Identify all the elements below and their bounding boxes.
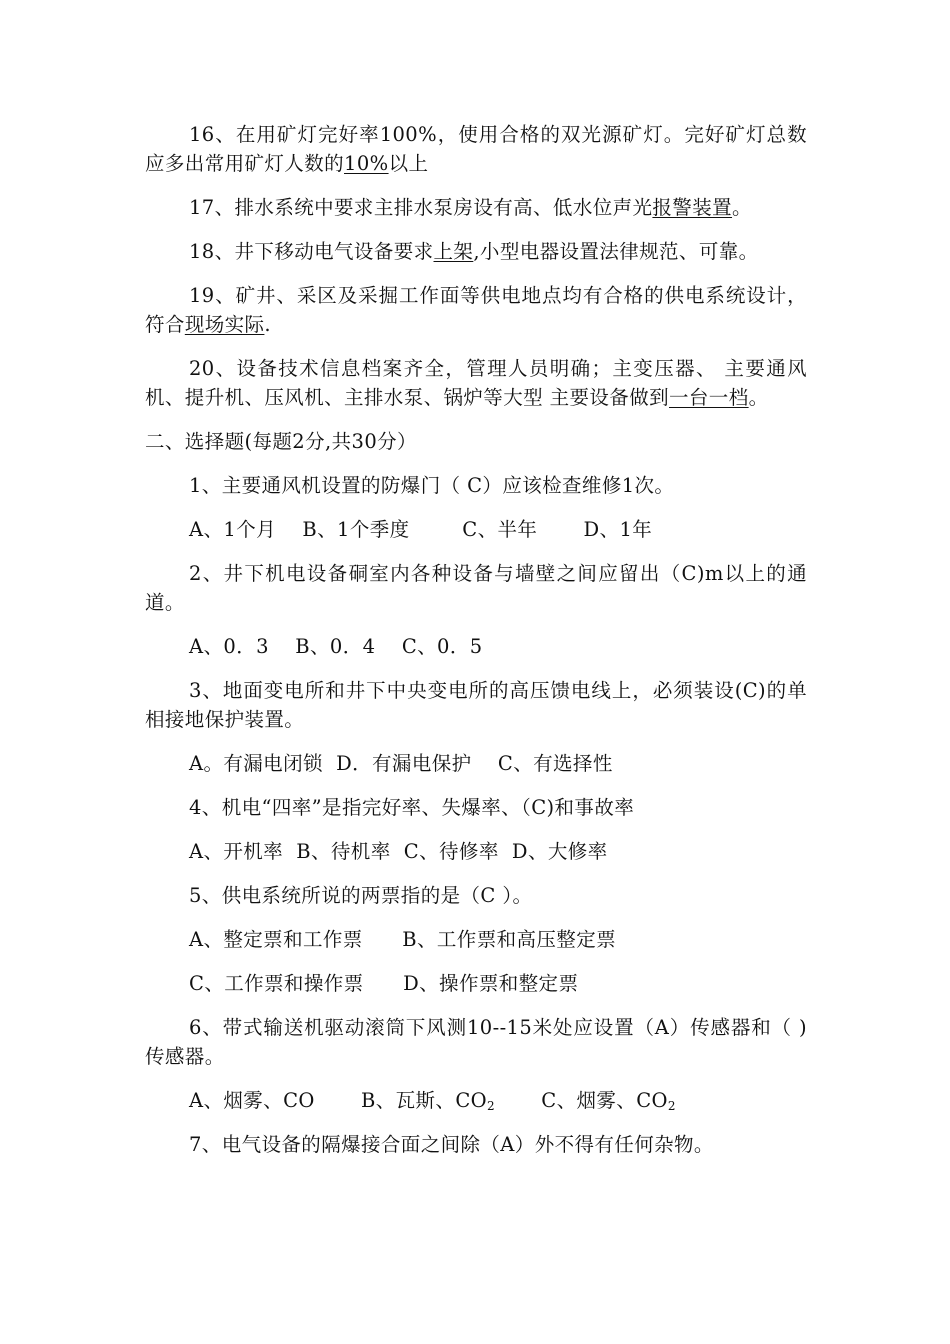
fill-answer: 现场实际 [184, 313, 265, 336]
fill-answer: 一台一档 [669, 386, 749, 409]
choice-question-3: 3、地面变电所和井下中央变电所的高压馈电线上，必须装设(C)的单相接地保护装置。 [145, 679, 807, 731]
fill-item-18: 18、井下移动电气设备要求上架,小型电器设置法律规范、可靠。 [189, 240, 759, 263]
section-heading-choice: 二、选择题(每题2分,共30分） [145, 430, 417, 453]
choice-options-6: A、烟雾、CO B、瓦斯、$CO_2$ C、烟雾、$CO_2$ [189, 1089, 676, 1113]
choice-options-3: A。有漏电闭锁 D．有漏电保护 C、有选择性 [189, 752, 613, 775]
document-body [145, 120, 807, 1174]
choice-question-5: 5、供电系统所说的两票指的是（C ）。 [189, 884, 533, 907]
choice-question-2: 2、井下机电设备硐室内各种设备与墙壁之间应留出（C)m以上的通道。 [145, 562, 807, 614]
choice-question-7: 7、电气设备的隔爆接合面之间除（A）外不得有任何杂物。 [189, 1133, 714, 1156]
choice-options-5-line1: A、整定票和工作票 B、工作票和高压整定票 [189, 928, 617, 951]
choice-options-2: A、0．3 B、0．4 C、0．5 [189, 635, 483, 658]
choice-options-5-line2: C、工作票和操作票 D、操作票和整定票 [189, 972, 579, 995]
choice-question-6: 6、带式输送机驱动滚筒下风测10--15米处应设置（A）传感器和（ )传感器。 [145, 1016, 807, 1068]
fill-answer: 上架 [433, 240, 474, 263]
fill-item-17: 17、排水系统中要求主排水泵房设有高、低水位声光报警装置。 [189, 196, 752, 219]
choice-question-1: 1、主要通风机设置的防爆门（ C）应该检查维修1次。 [189, 474, 675, 497]
fill-item-20: 20、设备技术信息档案齐全，管理人员明确；主变压器、 主要通风机、提升机、压风机、主排水泵、锅炉等大型 主要设备做到一台一档。 [145, 357, 807, 409]
fill-item-16: 16、在用矿灯完好率100%，使用合格的双光源矿灯。完好矿灯总数应多出常用矿灯人数的10%以上 [145, 123, 807, 175]
fill-answer: 报警装置 [652, 196, 733, 219]
choice-options-1: A、1个月 B、1个季度 C、半年 D、1年 [189, 518, 653, 541]
choice-options-4: A、开机率 B、待机率 C、待修率 D、大修率 [189, 840, 608, 863]
fill-item-19: 19、矿井、采区及采掘工作面等供电地点均有合格的供电系统设计，符合现场实际. [145, 284, 807, 336]
choice-question-4: 4、机电“四率”是指完好率、失爆率、（C)和事故率 [189, 796, 635, 819]
fill-answer: 10% [344, 152, 389, 175]
